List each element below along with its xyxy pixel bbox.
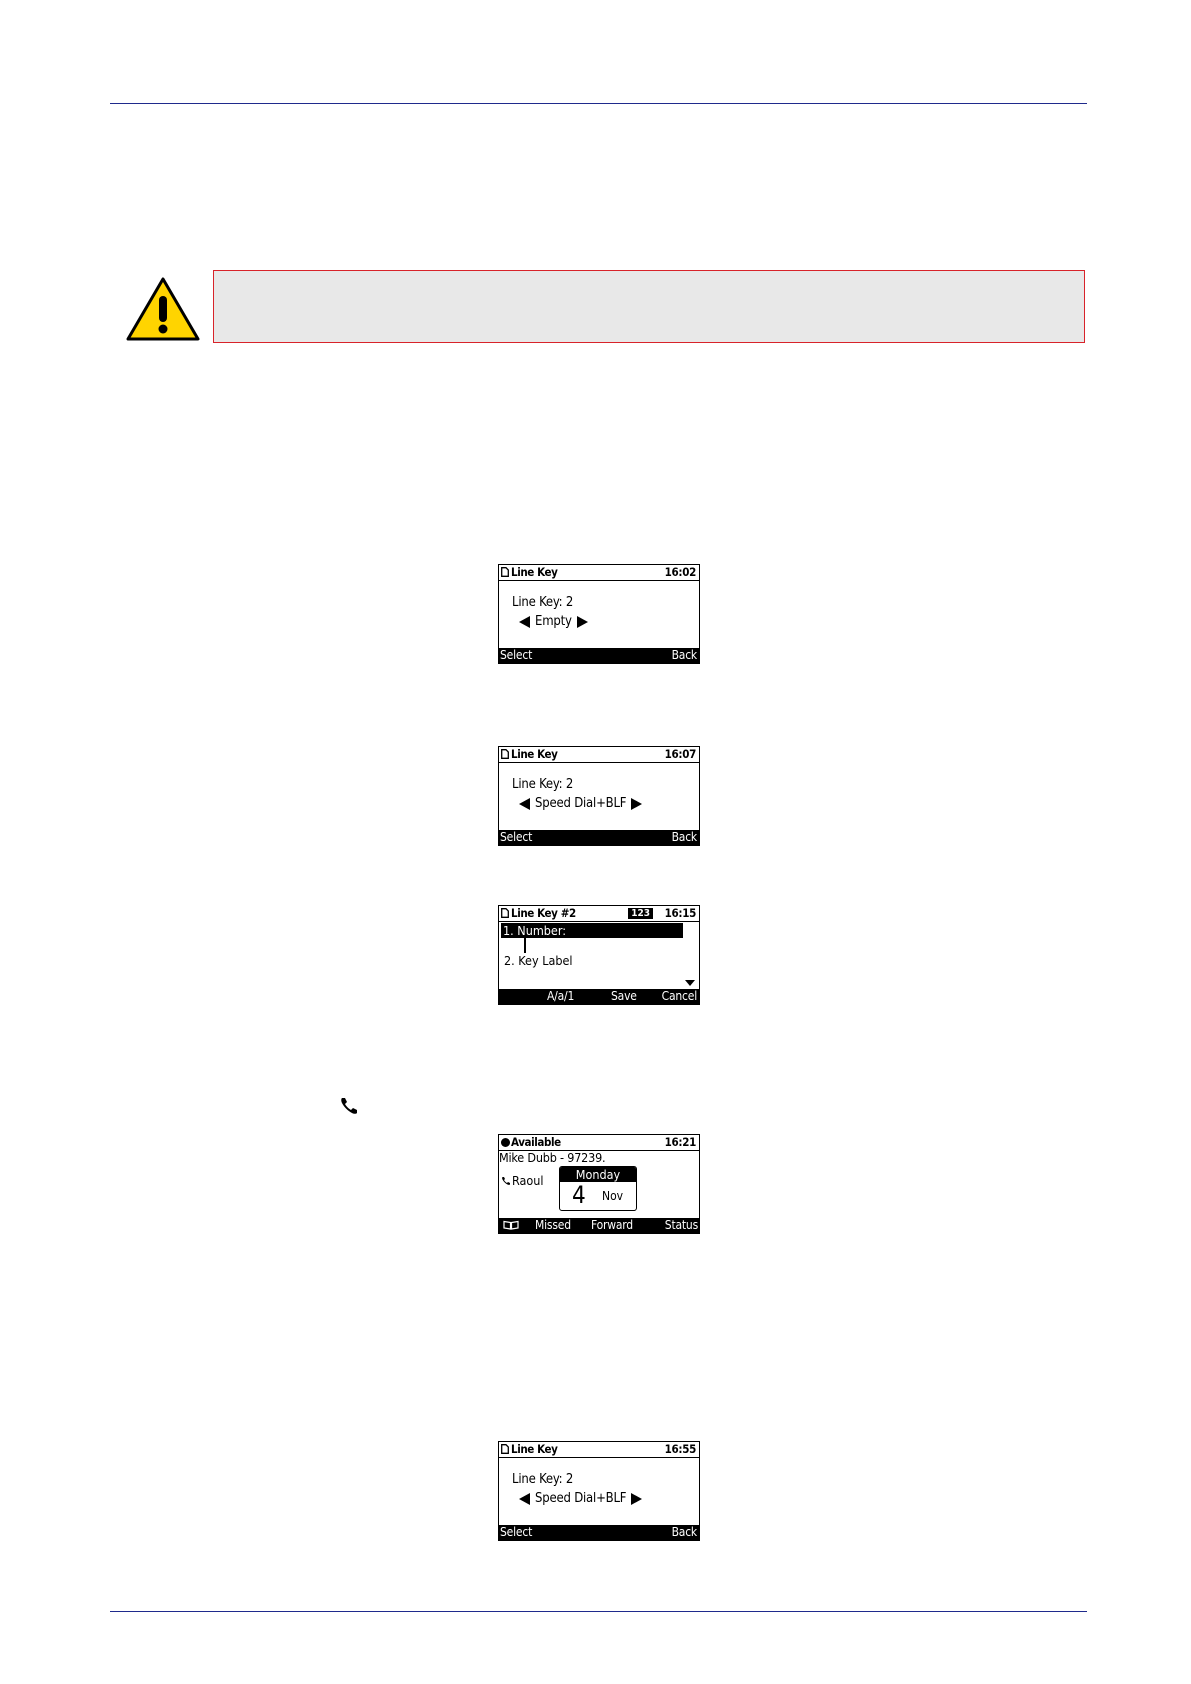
arrow-right-icon[interactable] [577, 616, 588, 628]
presence-status-icon [501, 1138, 510, 1147]
softkey-missed[interactable]: Missed [535, 1218, 571, 1232]
document-icon [501, 567, 509, 577]
softkey-cancel[interactable]: Cancel [661, 989, 697, 1003]
clock: 16:55 [664, 1442, 696, 1456]
line-key-label: Line Key: 2 [512, 777, 574, 792]
clock: 16:02 [664, 565, 696, 579]
arrow-right-icon[interactable] [631, 1493, 642, 1505]
phone-handset-icon [501, 1176, 511, 1186]
scroll-down-icon [685, 980, 695, 986]
number-field[interactable]: 1. Number: [501, 923, 683, 938]
input-mode-badge: 123 [628, 908, 653, 919]
softkey-forward[interactable]: Forward [591, 1218, 633, 1232]
arrow-right-icon[interactable] [631, 798, 642, 810]
softkey-status[interactable]: Status [664, 1218, 698, 1232]
softkey-back[interactable]: Back [671, 648, 697, 662]
softkey-bar [499, 1525, 699, 1540]
text-cursor [524, 938, 526, 953]
softkey-back[interactable]: Back [671, 830, 697, 844]
screen-header [499, 747, 699, 763]
softkey-bar [499, 648, 699, 663]
directory-book-icon[interactable] [503, 1220, 519, 1230]
clock: 16:21 [664, 1135, 696, 1149]
calendar-date: 4 [572, 1181, 586, 1209]
softkey-bar [499, 989, 699, 1004]
header-rule [110, 103, 1087, 104]
line-key-type-value: Empty [535, 614, 572, 629]
document-icon [501, 908, 509, 918]
screen-header [499, 565, 699, 581]
contact-entry[interactable] [501, 1173, 544, 1188]
phone-screen-line-key-edit [498, 905, 700, 1005]
softkey-save[interactable]: Save [611, 989, 637, 1003]
clock: 16:15 [664, 906, 696, 920]
calendar-widget [559, 1166, 637, 1211]
screen-title: Line Key [511, 565, 558, 579]
softkey-input-mode[interactable]: A/a/1 [547, 989, 575, 1003]
screen-title: Line Key [511, 747, 558, 761]
arrow-left-icon[interactable] [519, 616, 530, 628]
softkey-select[interactable]: Select [500, 830, 533, 844]
line-key-label: Line Key: 2 [512, 595, 574, 610]
screen-header [499, 1442, 699, 1458]
screen-header [499, 906, 699, 922]
screen-title: Line Key [511, 1442, 558, 1456]
warning-triangle-icon [125, 276, 201, 342]
call-status-message: Mike Dubb - 97239. [499, 1150, 606, 1165]
phone-handset-icon [339, 1096, 359, 1116]
key-label-field[interactable]: 2. Key Label [504, 953, 573, 968]
phone-screen-line-key-speed-dial [498, 746, 700, 846]
document-icon [501, 749, 509, 759]
caution-note-box [213, 270, 1085, 343]
contact-name: Raoul [512, 1173, 544, 1188]
line-key-type-selector[interactable] [519, 614, 588, 630]
softkey-bar [499, 830, 699, 845]
calendar-month: Nov [602, 1189, 624, 1203]
phone-screen-line-key-speed-dial-final [498, 1441, 700, 1541]
phone-screen-idle [498, 1134, 700, 1234]
screen-title: Line Key #2 [511, 906, 576, 920]
line-key-label: Line Key: 2 [512, 1472, 574, 1487]
document-icon [501, 1444, 509, 1454]
arrow-left-icon[interactable] [519, 798, 530, 810]
softkey-select[interactable]: Select [500, 1525, 533, 1539]
calendar-day: Monday [560, 1167, 636, 1182]
footer-rule [110, 1611, 1087, 1612]
screen-header [499, 1135, 699, 1151]
softkey-bar [499, 1218, 699, 1233]
line-key-type-selector[interactable] [519, 796, 642, 812]
clock: 16:07 [664, 747, 696, 761]
line-key-type-selector[interactable] [519, 1491, 642, 1507]
presence-status: Available [511, 1135, 561, 1149]
arrow-left-icon[interactable] [519, 1493, 530, 1505]
line-key-type-value: Speed Dial+BLF [535, 1491, 627, 1506]
line-key-type-value: Speed Dial+BLF [535, 796, 627, 811]
softkey-back[interactable]: Back [671, 1525, 697, 1539]
phone-screen-line-key-empty [498, 564, 700, 664]
softkey-select[interactable]: Select [500, 648, 533, 662]
